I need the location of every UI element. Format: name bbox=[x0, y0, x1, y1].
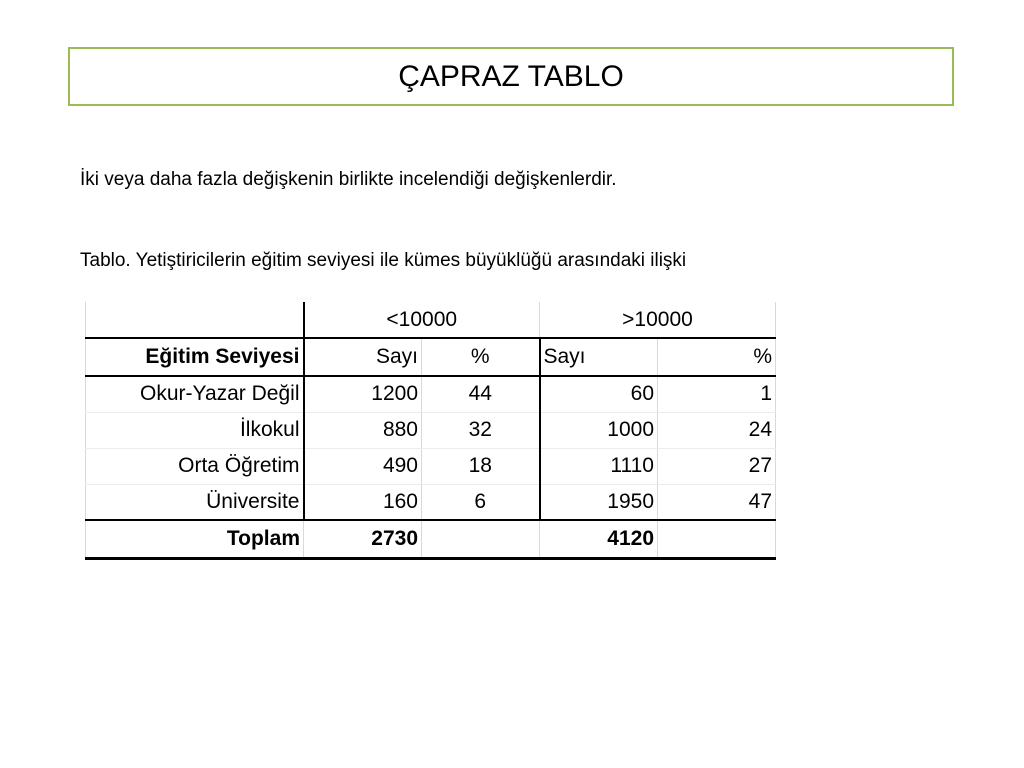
percent-large-cell: 24 bbox=[658, 412, 776, 448]
total-percent-small bbox=[422, 520, 540, 558]
total-row bbox=[86, 520, 776, 558]
table-caption: Tablo. Yetiştiricilerin eğitim seviyesi ile kümes büyüklüğü arasındaki ilişki bbox=[80, 250, 687, 271]
cross-table bbox=[85, 302, 776, 560]
total-label: Toplam bbox=[86, 520, 304, 558]
table-row bbox=[86, 412, 776, 448]
count-small-cell: 490 bbox=[304, 448, 422, 484]
total-count-large: 4120 bbox=[540, 520, 658, 558]
count-large-cell: 1000 bbox=[540, 412, 658, 448]
percent-small-cell: 18 bbox=[422, 448, 540, 484]
row-label: Okur-Yazar Değil bbox=[86, 376, 304, 412]
column-header-row bbox=[86, 338, 776, 376]
count-small-cell: 160 bbox=[304, 484, 422, 520]
table-row bbox=[86, 448, 776, 484]
count-large-cell: 1110 bbox=[540, 448, 658, 484]
count-header-large: Sayı bbox=[540, 338, 658, 376]
corner-cell bbox=[86, 302, 304, 338]
group-header-small: <10000 bbox=[304, 302, 540, 338]
percent-small-cell: 6 bbox=[422, 484, 540, 520]
percent-large-cell: 47 bbox=[658, 484, 776, 520]
group-header-large: >10000 bbox=[540, 302, 776, 338]
row-label: Orta Öğretim bbox=[86, 448, 304, 484]
table-row bbox=[86, 376, 776, 412]
count-small-cell: 1200 bbox=[304, 376, 422, 412]
percent-small-cell: 32 bbox=[422, 412, 540, 448]
count-large-cell: 1950 bbox=[540, 484, 658, 520]
percent-header-large: % bbox=[658, 338, 776, 376]
total-percent-large bbox=[658, 520, 776, 558]
percent-small-cell: 44 bbox=[422, 376, 540, 412]
row-label: İlkokul bbox=[86, 412, 304, 448]
row-label: Üniversite bbox=[86, 484, 304, 520]
table-row bbox=[86, 484, 776, 520]
education-level-header: Eğitim Seviyesi bbox=[86, 338, 304, 376]
group-header-row bbox=[86, 302, 776, 338]
total-count-small: 2730 bbox=[304, 520, 422, 558]
count-large-cell: 60 bbox=[540, 376, 658, 412]
percent-large-cell: 27 bbox=[658, 448, 776, 484]
count-header-small: Sayı bbox=[304, 338, 422, 376]
percent-large-cell: 1 bbox=[658, 376, 776, 412]
definition-text: İki veya daha fazla değişkenin birlikte incelendiği değişkenlerdir. bbox=[80, 169, 617, 190]
percent-header-small: % bbox=[422, 338, 540, 376]
slide-title: ÇAPRAZ TABLO bbox=[68, 47, 954, 106]
count-small-cell: 880 bbox=[304, 412, 422, 448]
